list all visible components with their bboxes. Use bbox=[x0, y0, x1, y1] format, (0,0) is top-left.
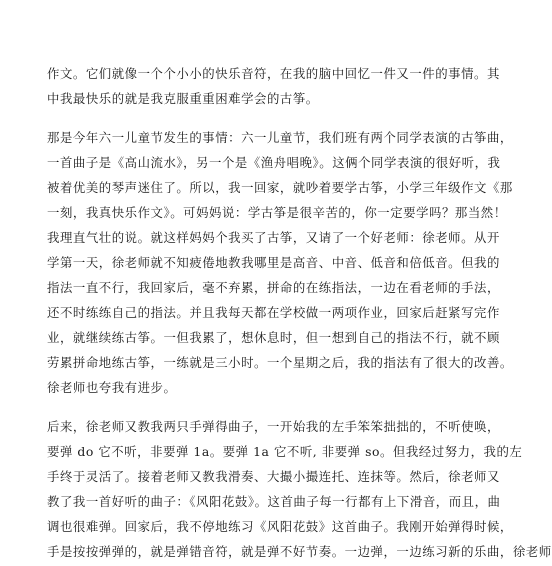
paragraph-line: 教了我一首好听的曲子：《风阳花鼓》。这首曲子每一行都有上下滑音，而且，曲 bbox=[47, 494, 501, 509]
paragraph-line: 中我最快乐的就是我克服重重困难学会的古筝。 bbox=[47, 91, 319, 106]
paragraph-line: 学第一天，徐老师就不知疲倦地教我哪里是高音、中音、低音和倍低音。但我的 bbox=[47, 255, 500, 270]
paragraph-line: 业，就继续练古筝。一但我累了，想休息时，但一想到自己的指法不行，就不顾 bbox=[47, 330, 500, 345]
paragraph-line: 我理直气壮的说。就这样妈妈个我买了古筝，又请了一个好老师：徐老师。从开 bbox=[47, 230, 500, 245]
paragraph-line: 一首曲子是《高山流水》，另一个是《渔舟唱晚》。这俩个同学表演的很好听，我 bbox=[47, 155, 501, 170]
paragraph-line: 劳累拼命地练古筝，一练就是三小时。一个星期之后，我的指法有了很大的改善。 bbox=[47, 355, 513, 370]
paragraph-line: 被着优美的琴声迷住了。所以，我一回家，就吵着要学古筝，小学三年级作文《那 bbox=[47, 180, 513, 195]
paragraph-line: 要弹 do 它不听，非要弹 1a。要弹 1a 它不听, 非要弹 so。但我经过努力，我的左 bbox=[47, 444, 523, 459]
paragraph-line: 作文。它们就像一个个小小的快乐音符，在我的脑中回忆一件又一件的事情。其 bbox=[47, 66, 500, 81]
paragraph-line: 后来，徐老师又教我两只手弹得曲子，一开始我的左手笨笨拙拙的，不听使唤， bbox=[47, 419, 500, 434]
paragraph-line: 那是今年六一儿童节发生的事情：六一儿童节，我们班有两个同学表演的古筝曲， bbox=[47, 130, 513, 145]
paragraph-line: 手终于灵活了。接着老师又教我滑奏、大撮小撮连托、连抹等。然后，徐老师又 bbox=[47, 469, 500, 484]
paragraph-line: 手是按按弹弹的，就是弹错音符，就是弹不好节奏。一边弹，一边练习新的乐曲，徐老师 bbox=[47, 544, 552, 559]
paragraph-line: 指法一直不行，我回家后，毫不弃累，拼命的在练指法，一边在看老师的手法， bbox=[47, 280, 500, 295]
paragraph-line: 一刻，我真快乐作文》。可妈妈说：学古筝是很辛苦的，你一定要学吗？那当然！ bbox=[47, 205, 507, 220]
paragraph-line: 徐老师也夸我有进步。 bbox=[47, 380, 177, 395]
paragraph-line: 还不时练练自己的指法。并且我每天都在学校做一两项作业，回家后赶紧写完作 bbox=[47, 305, 500, 320]
paragraph-line: 调也很难弹。回家后，我不停地练习《风阳花鼓》这首曲子。我刚开始弹得时候， bbox=[47, 519, 513, 534]
